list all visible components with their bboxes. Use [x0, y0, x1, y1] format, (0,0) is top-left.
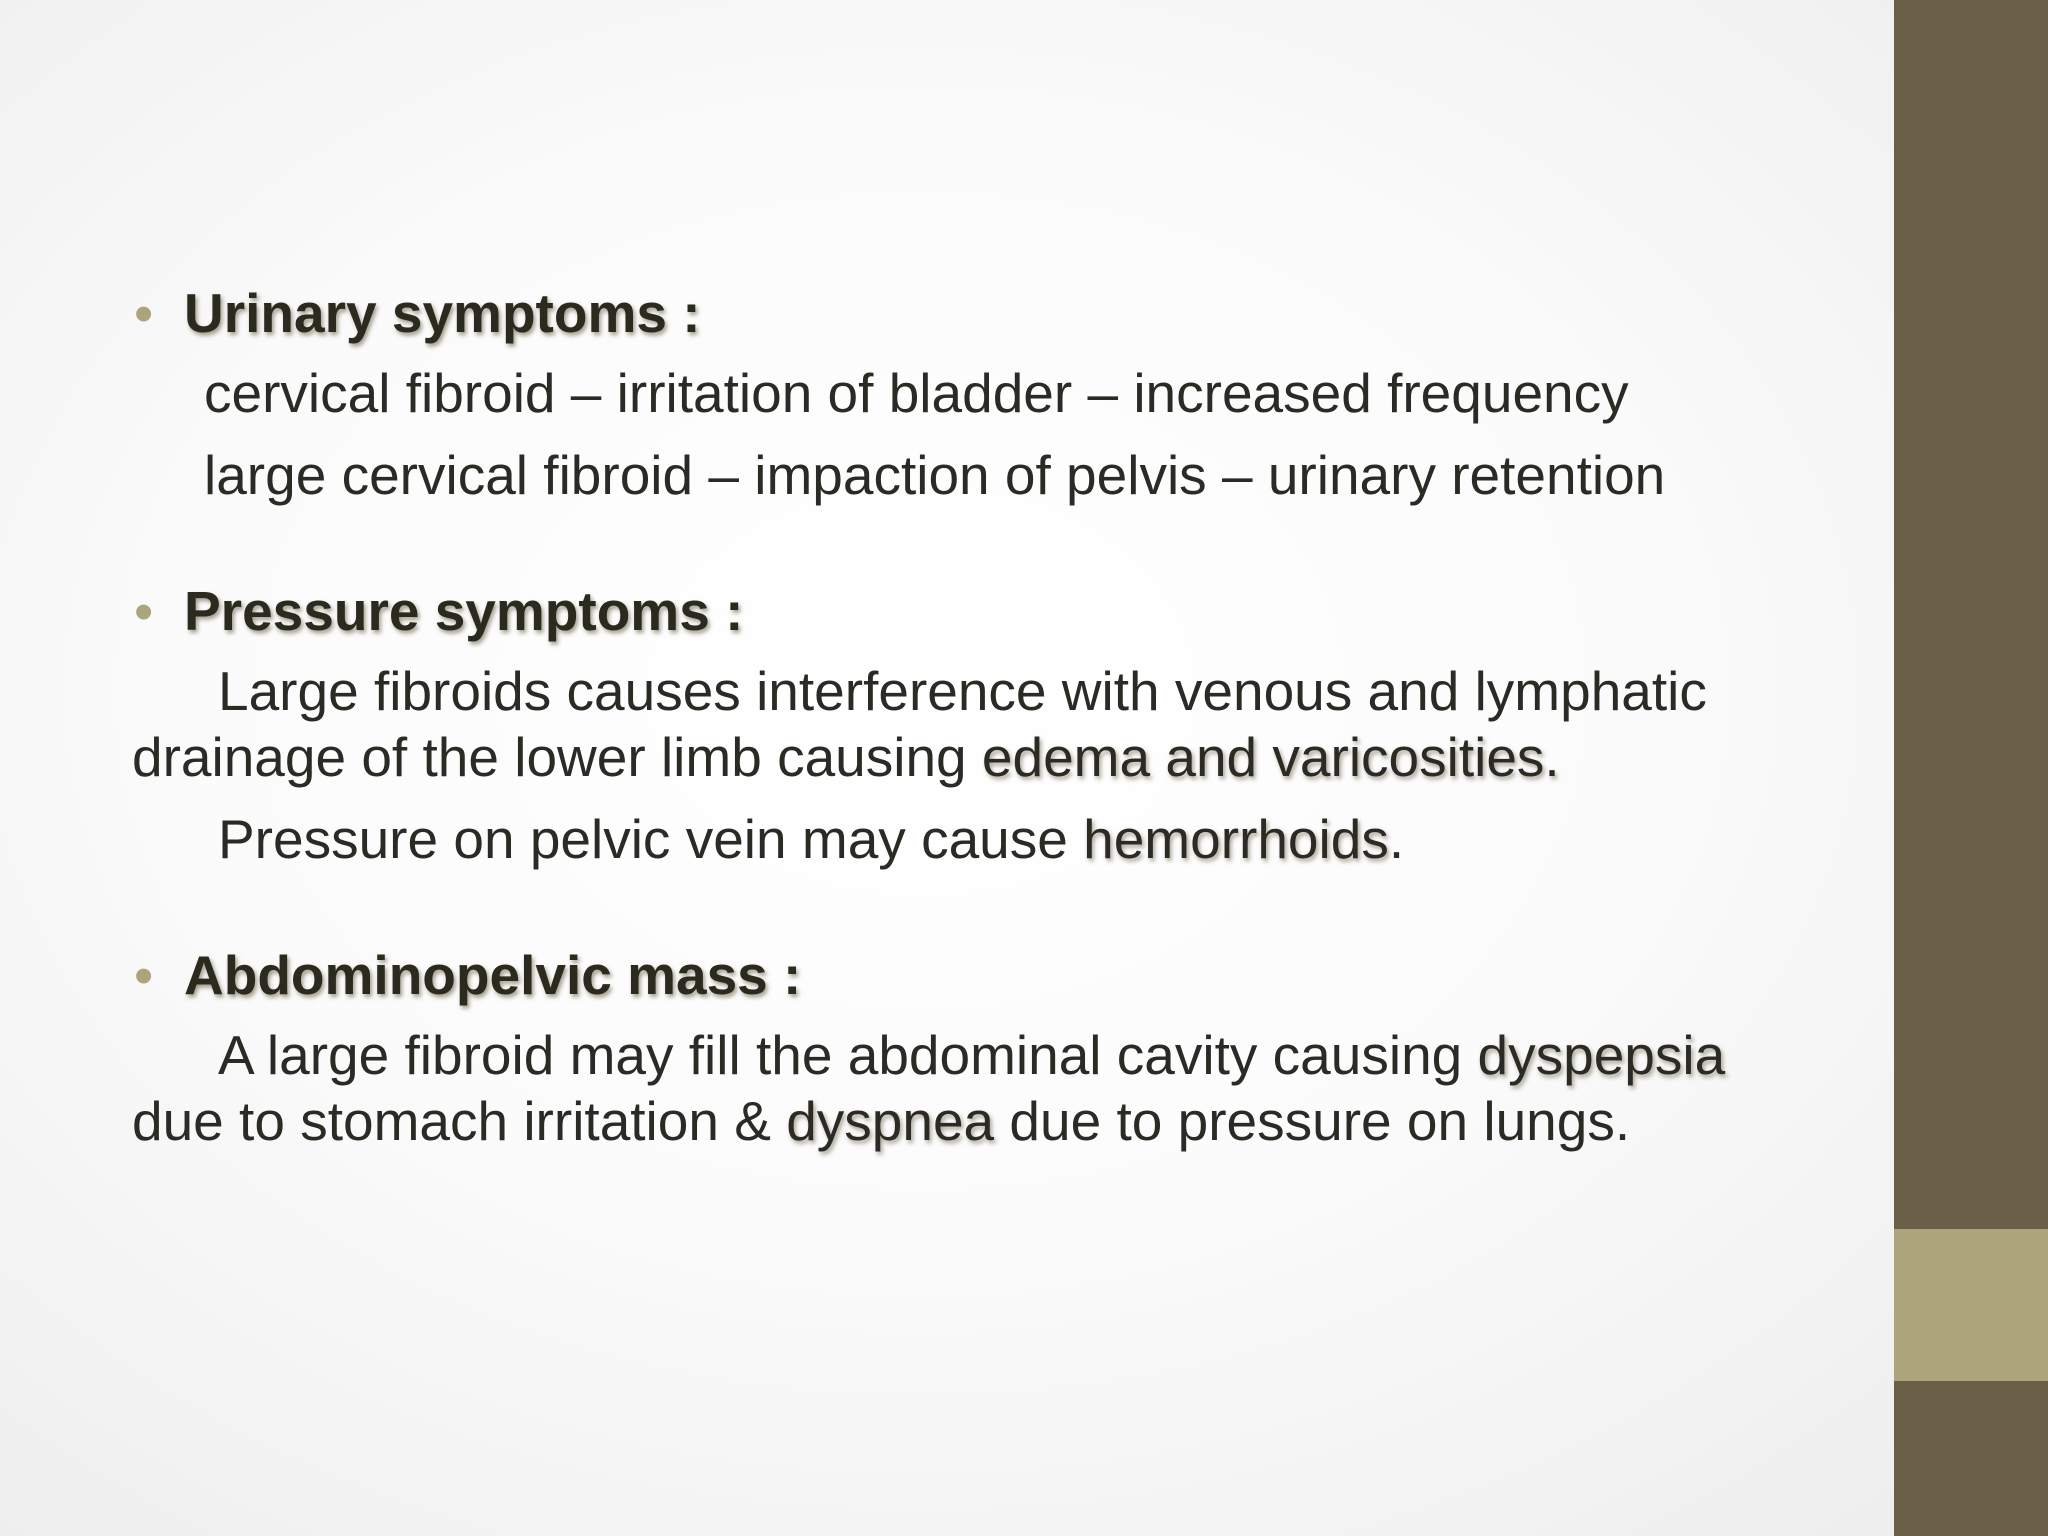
- emphasis-edema: edema and varicosities.: [981, 726, 1560, 788]
- heading-urinary-symptoms: [132, 280, 1812, 346]
- bullet-icon: •: [134, 580, 154, 642]
- bullet-icon: •: [134, 944, 154, 1006]
- abdominopelvic-paragraph: [132, 1022, 1812, 1154]
- pressure-paragraph-2: [132, 806, 1812, 872]
- section-pressure-symptoms: [132, 578, 1812, 872]
- emphasis-hemorrhoids: hemorrhoids: [1083, 808, 1389, 870]
- bullet-icon: •: [134, 282, 154, 344]
- pressure-paragraph-1: [132, 658, 1812, 790]
- pressure-text-2: Pressure on pelvic vein may cause: [218, 808, 1084, 870]
- mass-text-3: due to pressure on lungs.: [994, 1090, 1631, 1152]
- heading-text: Urinary symptoms :: [184, 282, 701, 344]
- mass-text-1: A large fibroid may fill the abdominal cavity causing: [218, 1024, 1478, 1086]
- section-abdominopelvic-mass: [132, 942, 1812, 1154]
- pressure-text-1: Large fibroids causes interference with venous and lymphatic drainage of the lower limb causing: [132, 660, 1707, 788]
- heading-abdominopelvic-mass: [132, 942, 1812, 1008]
- emphasis-dyspepsia: dyspepsia: [1477, 1024, 1726, 1086]
- decorative-sidebar: [1894, 0, 2048, 1536]
- pressure-text-2-tail: .: [1388, 808, 1405, 870]
- urinary-line-2: large cervical fibroid – impaction of pelvis – urinary retention: [204, 444, 1666, 506]
- sidebar-accent-band: [1894, 1229, 2048, 1381]
- heading-text: Abdominopelvic mass :: [184, 944, 802, 1006]
- emphasis-dyspnea: dyspnea: [786, 1090, 995, 1152]
- section-urinary-symptoms: [132, 280, 1812, 508]
- heading-pressure-symptoms: [132, 578, 1812, 644]
- urinary-line-1: cervical fibroid – irritation of bladder – increased frequency: [204, 362, 1629, 424]
- heading-text: Pressure symptoms :: [184, 580, 744, 642]
- mass-text-2: due to stomach irritation &: [132, 1090, 787, 1152]
- slide-content: [132, 280, 1812, 1224]
